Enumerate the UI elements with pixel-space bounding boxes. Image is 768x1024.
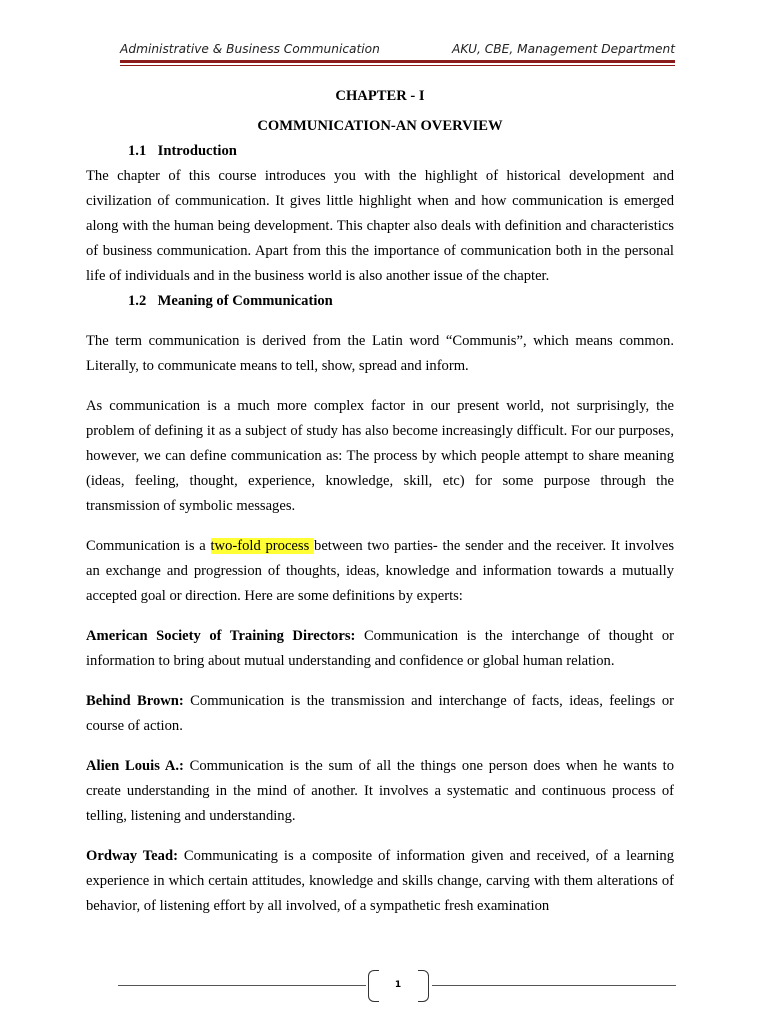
- definition-author: American Society of Training Directors:: [86, 628, 356, 644]
- section-number: 1.1: [128, 143, 147, 159]
- definition-item: [86, 754, 674, 829]
- definition-author: Alien Louis A.:: [86, 758, 184, 774]
- chapter-title: COMMUNICATION-AN OVERVIEW: [257, 118, 503, 134]
- header-department: AKU, CBE, Management Department: [451, 42, 675, 56]
- definition-item: [86, 624, 674, 674]
- definition-text: Communicating is a composite of information given and received, of a learning experience in which certain attitudes, knowledge and skills change, carving with them alterations of behavior, of listening effort by all involved, of a sympathetic fresh examination: [86, 848, 674, 914]
- definition-item: [86, 689, 674, 739]
- footer-rule-left: [118, 985, 366, 986]
- paragraph-text: between two parties- the sender and the receiver. It involves an exchange and progression of thoughts, ideas, knowledge and information towards a mutually accepted goal or direction. Here are some definitions by experts:: [86, 538, 674, 604]
- section-heading-meaning: [128, 289, 674, 314]
- section-title: Meaning of Communication: [157, 293, 333, 309]
- definition-text: Communication is the sum of all the things one person does when he wants to create understanding in the mind of another. It involves a systematic and continuous process of telling, listening and understanding.: [86, 758, 674, 824]
- left-brace-icon: [368, 970, 379, 1002]
- header-rule-thick: [120, 60, 675, 63]
- highlighted-text: two-fold process: [210, 538, 315, 554]
- page-header: [120, 42, 675, 56]
- header-course-title: Administrative & Business Communication: [120, 42, 380, 56]
- right-brace-icon: [418, 970, 429, 1002]
- definition-item: [86, 844, 674, 919]
- definition-author: Ordway Tead:: [86, 848, 178, 864]
- meaning-paragraph-3: [86, 534, 674, 609]
- header-rule-thin: [120, 65, 675, 66]
- meaning-paragraph-2: As communication is a much more complex factor in our present world, not surprisingly, the problem of defining it as a subject of study has also become increasingly difficult. For our purposes, however, we can define communication as: The process by which people attempt to share meaning (ideas, feeling, thought, experience, knowledge, skill, etc) for some purpose through the transmission of symbolic messages.: [86, 398, 674, 514]
- paragraph-text: Communication is a: [86, 538, 211, 554]
- page-content: [86, 84, 674, 919]
- section-title: Introduction: [157, 143, 237, 159]
- definition-author: Behind Brown:: [86, 693, 184, 709]
- page-number: 1: [394, 980, 402, 990]
- definition-text: Communication is the transmission and interchange of facts, ideas, feelings or course of action.: [86, 693, 674, 734]
- meaning-paragraph-1: The term communication is derived from the Latin word “Communis”, which means common. Literally, to communicate means to tell, show, spread and inform.: [86, 333, 674, 374]
- introduction-paragraph: The chapter of this course introduces you with the highlight of historical development and civilization of communication. It gives little highlight when and how communication is emerged along with the human being development. This chapter also deals with definition and characteristics of business communication. Apart from this the importance of communication both in the personal life of individuals and in the business world is also another issue of the chapter.: [86, 168, 674, 284]
- footer-rule-right: [432, 985, 676, 986]
- section-number: 1.2: [128, 293, 147, 309]
- definition-text: Communication is the interchange of thought or information to bring about mutual understanding and confidence or global human relation.: [86, 628, 674, 669]
- section-heading-introduction: [128, 139, 674, 164]
- chapter-label: CHAPTER - I: [335, 88, 425, 104]
